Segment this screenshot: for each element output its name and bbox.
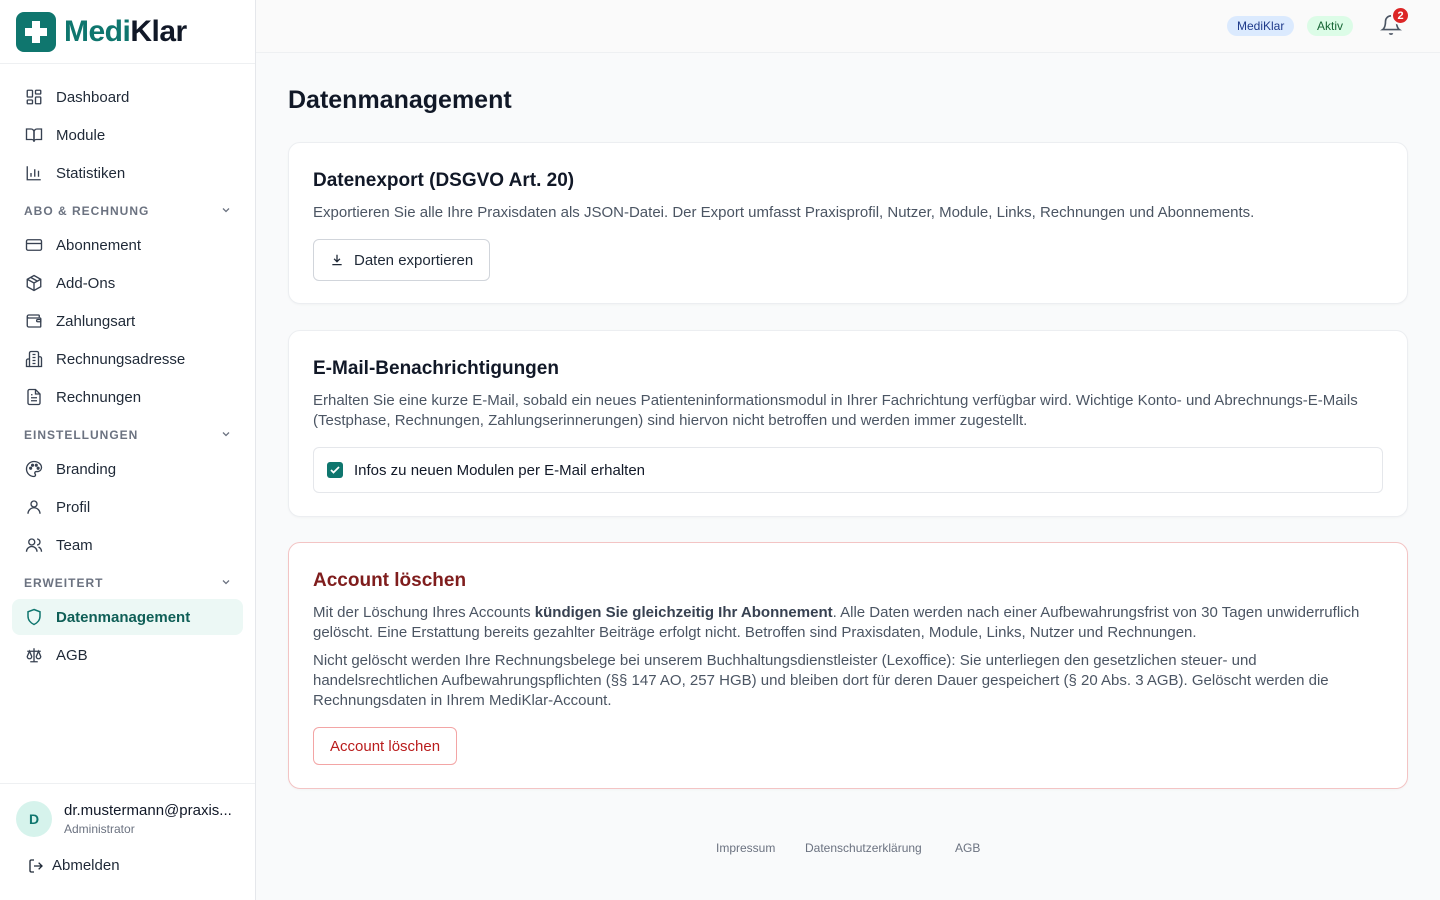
sidebar-item-label: Rechnungsadresse bbox=[56, 350, 186, 368]
sidebar-item-label: AGB bbox=[56, 646, 88, 664]
shield-icon bbox=[24, 607, 44, 627]
module-email-checkbox[interactable] bbox=[327, 462, 343, 478]
scale-icon bbox=[24, 645, 44, 665]
sidebar-item-dashboard[interactable] bbox=[12, 79, 243, 115]
brand-name: MediKlar bbox=[64, 14, 187, 48]
download-icon bbox=[330, 253, 344, 267]
section-settings-toggle[interactable] bbox=[24, 425, 232, 445]
status-badge: Aktiv bbox=[1307, 16, 1353, 36]
footer-impressum-link[interactable]: Impressum bbox=[716, 841, 776, 855]
sidebar-item-team[interactable] bbox=[12, 527, 243, 563]
sidebar-item-branding[interactable] bbox=[12, 451, 243, 487]
sidebar-item-add-ons[interactable] bbox=[12, 265, 243, 301]
export-card bbox=[288, 142, 1408, 304]
users-icon bbox=[24, 535, 44, 555]
sidebar-item-label: Statistiken bbox=[56, 164, 126, 182]
credit-card-icon bbox=[24, 235, 44, 255]
sidebar-item-label: Module bbox=[56, 126, 106, 144]
logout-button[interactable] bbox=[28, 857, 120, 874]
sidebar-item-rechnungsadresse[interactable] bbox=[12, 341, 243, 377]
sidebar-item-datenmanagement[interactable] bbox=[12, 599, 243, 635]
sidebar-item-label: Abonnement bbox=[56, 236, 142, 254]
sidebar-item-label: Profil bbox=[56, 498, 91, 516]
logout-label: Abmelden bbox=[52, 857, 120, 874]
section-label: ERWEITERT bbox=[24, 576, 104, 590]
footer-privacy-link[interactable]: Datenschutzerklärung bbox=[805, 841, 922, 855]
sidebar-item-label: Rechnungen bbox=[56, 388, 142, 406]
file-text-icon bbox=[24, 387, 44, 407]
email-card bbox=[288, 330, 1408, 517]
sidebar-item-zahlungsart[interactable] bbox=[12, 303, 243, 339]
user-email: dr.mustermann@praxis... bbox=[64, 802, 232, 819]
section-label: ABO & RECHNUNG bbox=[24, 204, 150, 218]
package-icon bbox=[24, 273, 44, 293]
chevron-down-icon bbox=[220, 576, 232, 591]
sidebar-item-profil[interactable] bbox=[12, 489, 243, 525]
delete-description-1: Mit der Löschung Ihres Accounts kündigen Sie gleichzeitig Ihr Abonnement. Alle Daten werden nach einer Aufbewahrungsfrist von 30 Tagen unwiderruflich gelöscht. Eine Erstattung bereits gezahlter Beiträge erfolgt nicht. Betroffen sind Praxisdaten, Module, Links, Nutzer und Rechnungen. bbox=[313, 604, 1360, 641]
delete-account-card bbox=[288, 542, 1408, 789]
bar-chart-icon bbox=[24, 163, 44, 183]
logo-cross-icon bbox=[16, 12, 56, 52]
sidebar-item-label: Branding bbox=[56, 460, 117, 478]
section-billing-toggle[interactable] bbox=[24, 201, 232, 221]
checkbox-label: Infos zu neuen Modulen per E-Mail erhalten bbox=[354, 461, 646, 479]
sidebar-item-agb[interactable] bbox=[12, 637, 243, 673]
section-advanced-toggle[interactable] bbox=[24, 573, 232, 593]
topbar bbox=[256, 0, 1440, 53]
user-role: Administrator bbox=[64, 822, 135, 836]
palette-icon bbox=[24, 459, 44, 479]
sidebar-item-module[interactable] bbox=[12, 117, 243, 153]
section-label: EINSTELLUNGEN bbox=[24, 428, 139, 442]
user-block bbox=[0, 783, 255, 900]
sidebar-item-label: Datenmanagement bbox=[56, 608, 191, 626]
dashboard-icon bbox=[24, 87, 44, 107]
sidebar-item-label: Add-Ons bbox=[56, 274, 116, 292]
sidebar-item-label: Team bbox=[56, 536, 93, 554]
export-description: Exportieren Sie alle Ihre Praxisdaten als JSON-Datei. Der Export umfasst Praxisprofil, Nutzer, Module, Links, Rechnungen und Abonnements. bbox=[313, 204, 1255, 221]
delete-description-2: Nicht gelöscht werden Ihre Rechnungsbelege bei unserem Buchhaltungsdienstleister (Lexoffice): Sie unterliegen den gesetzlichen steuer- und handelsrechtlichen Aufbewahrungspflichten (§§ 147 AO, 257 HGB) und bleiben dort für deren Dauer gespeichert (§ 20 Abs. 3 AGB). Gelöscht werden die Rechnungsdaten in Ihrem MediKlar-Account. bbox=[313, 652, 1329, 709]
brand-pill: MediKlar bbox=[1227, 16, 1294, 36]
module-email-option[interactable] bbox=[313, 447, 1383, 493]
avatar[interactable]: D bbox=[16, 801, 52, 837]
sidebar-item-label: Dashboard bbox=[56, 88, 130, 106]
wallet-icon bbox=[24, 311, 44, 331]
sidebar-item-abonnement[interactable] bbox=[12, 227, 243, 263]
book-icon bbox=[24, 125, 44, 145]
export-data-button[interactable] bbox=[313, 239, 490, 281]
sidebar bbox=[0, 0, 256, 900]
sidebar-item-rechnungen[interactable] bbox=[12, 379, 243, 415]
footer-terms-link[interactable]: AGB bbox=[955, 841, 981, 855]
user-icon bbox=[24, 497, 44, 517]
sidebar-item-label: Zahlungsart bbox=[56, 312, 136, 330]
page-title: Datenmanagement bbox=[288, 86, 512, 114]
chevron-down-icon bbox=[220, 204, 232, 219]
chevron-down-icon bbox=[220, 428, 232, 443]
notification-badge: 2 bbox=[1391, 6, 1410, 25]
logout-icon bbox=[28, 858, 44, 874]
export-title: Datenexport (DSGVO Art. 20) bbox=[313, 170, 575, 191]
delete-title: Account löschen bbox=[313, 570, 467, 591]
building-icon bbox=[24, 349, 44, 369]
export-button-label: Daten exportieren bbox=[354, 251, 474, 269]
email-description: Erhalten Sie eine kurze E-Mail, sobald ein neues Patienteninformationsmodul in Ihrer Fachrichtung verfügbar wird. Wichtige Konto- und Abrechnungs-E-Mails (Testphase, Rechnungen, Zahlungserinnerungen) sind hiervon nicht betroffen und werden immer zugestellt. bbox=[313, 392, 1358, 429]
delete-account-button[interactable]: Account löschen bbox=[313, 727, 457, 765]
email-title: E-Mail-Benachrichtigungen bbox=[313, 358, 559, 379]
sidebar-item-statistiken[interactable] bbox=[12, 155, 243, 191]
brand[interactable] bbox=[0, 0, 255, 64]
